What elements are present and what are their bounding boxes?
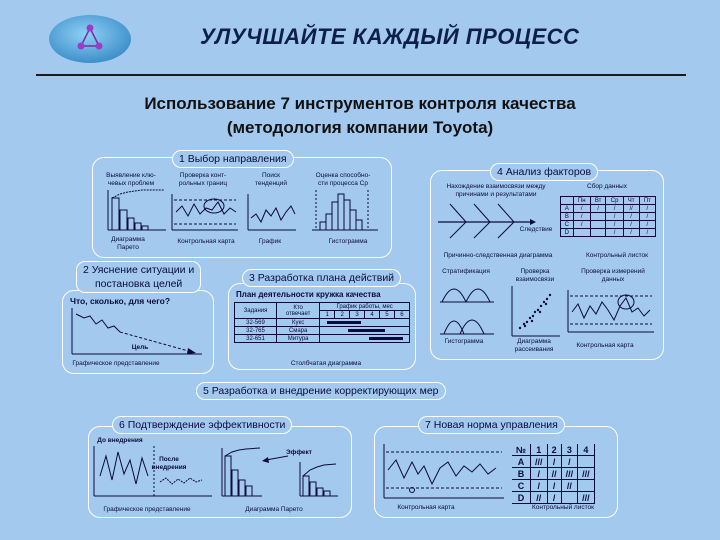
step1-cap1: Диаграмма Парето [111, 236, 145, 251]
title-divider [36, 74, 686, 76]
step4-scatter-plot [510, 286, 560, 338]
plan-month: 4 [365, 311, 380, 319]
step7-control-chart [384, 444, 504, 500]
check-header: Вт [590, 197, 606, 205]
plan-month: 3 [350, 311, 365, 319]
step6-after: После внедрения [151, 456, 187, 471]
step6-cap1: Графическое представление [103, 506, 191, 513]
step1-cap2: Контрольная карта [177, 238, 235, 245]
check-header: Пт [639, 197, 655, 205]
step4-fish-label: Нахождение взаимосвязи между причинами и результатами [446, 183, 546, 198]
step6-pareto-after [300, 462, 338, 498]
page-title: УЛУЧШАЙТЕ КАЖДЫЙ ПРОЦЕСС [200, 24, 580, 49]
table-row: 32-569 Кукс [235, 319, 410, 327]
subtitle-line-2: (методология компании Toyota) [226, 118, 494, 137]
check-header: Чт [623, 197, 639, 205]
table-row: D // / /// [512, 492, 594, 504]
step1-cap4: Гистограмма [328, 238, 368, 245]
step4-data-label: Сбор данных [587, 183, 627, 190]
check-row-label: A [561, 205, 574, 213]
step7-header: 1 [531, 444, 548, 456]
logo [48, 14, 132, 64]
step4-cap-scatter: Диаграмма рассеивания [514, 338, 554, 353]
step4-tag: 4 Анализ факторов [490, 163, 598, 181]
step6-comparison-chart [94, 446, 212, 498]
step1-pareto-chart [108, 190, 166, 232]
table-row: B / // /// /// [512, 468, 594, 480]
table-row: C / / // [512, 480, 594, 492]
step1-col1-label: Выявление клю- чевых проблем [106, 172, 156, 187]
step2-tag-line1: 2 Уяснение ситуации и [83, 264, 195, 276]
step2-goal: Цель [131, 344, 149, 351]
step2-tag-line2: постановка целей [94, 278, 183, 290]
step7-header: № [512, 444, 531, 456]
step4-fish-cap: Причинно-следственная диаграмма [443, 252, 553, 259]
table-row: 32-765 Смара [235, 327, 410, 335]
plan-col-who: Кто отвечает [277, 303, 320, 319]
check-header: Ср [606, 197, 623, 205]
page-subtitle [0, 92, 720, 140]
step4-effect-label: Следствие [519, 226, 553, 233]
step7-cap1: Контрольная карта [397, 504, 455, 511]
step7-check-table [512, 444, 595, 504]
step4-check-cap: Контрольный листок [586, 252, 648, 259]
step3-cap: Столбчатая диаграмма [290, 360, 362, 367]
plan-month: 5 [379, 311, 394, 319]
step2-cap: Графическое представление [72, 360, 160, 367]
step4-control-chart [568, 290, 654, 334]
step6-effect-arrow [262, 454, 288, 464]
step4-cap-ctrl: Контрольная карта [576, 342, 634, 349]
step4-check-table: Пн Вт Ср Чт Пт A / / / // / B / / / / C / / / / D / / / [560, 196, 656, 237]
step1-col2-label: Проверка конт- рольных границ [178, 172, 228, 187]
check-row-label: B [561, 213, 574, 221]
step1-histogram [312, 190, 378, 232]
step4-cap-hist: Гистограмма [444, 338, 484, 345]
gantt-bar [369, 337, 403, 340]
step1-control-chart [172, 194, 238, 232]
step6-before: До внедрения [97, 437, 143, 444]
plan-month: 2 [335, 311, 350, 319]
step2-tag [76, 261, 201, 293]
check-row-label: C [561, 221, 574, 229]
step1-cap3: График [258, 238, 282, 245]
step7-cap2: Контрольный листок [532, 504, 594, 511]
step1-tag: 1 Выбор направления [172, 150, 294, 168]
check-header: Пн [573, 197, 590, 205]
step6-tag: 6 Подтверждение эффективности [112, 416, 292, 434]
step4-scatter-label: Проверка взаимосвязи [515, 268, 555, 283]
plan-month: 1 [320, 311, 335, 319]
step6-effect: Эффект [286, 449, 312, 456]
step5-tag: 5 Разработка и внедрение корректирующих мер [196, 382, 446, 400]
step6-pareto-before [222, 448, 262, 498]
step7-header: 2 [547, 444, 561, 456]
step4-strat-histogram [440, 280, 496, 336]
step1-trend-graph [248, 194, 296, 232]
step6-cap2: Диаграмма Парето [245, 506, 303, 513]
step4-ctrl-label: Проверка измерений данных [581, 268, 645, 283]
step4-strat-label: Стратификация [442, 268, 490, 275]
step3-plan-title: План деятельности кружка качества [236, 290, 381, 299]
plan-col-sched: График работы, мес [320, 303, 410, 311]
plan-month: 6 [394, 311, 409, 319]
step3-tag: 3 Разработка плана действий [242, 269, 401, 287]
step7-header: 3 [561, 444, 578, 456]
subtitle-line-1: Использование 7 инструментов контроля качества [144, 94, 576, 113]
step7-header: 4 [578, 444, 595, 456]
step7-tag: 7 Новая норма управления [418, 416, 565, 434]
check-row-label: D [561, 229, 574, 237]
triangle-network-icon [48, 14, 132, 64]
plan-col-task: Задания [235, 303, 277, 319]
table-row: 32-651 Митура [235, 335, 410, 343]
step1-col3-label: Поиск тенденций [254, 172, 288, 187]
table-row: A /// / / [512, 456, 594, 468]
gantt-bar [327, 321, 361, 324]
check-corner [561, 197, 574, 205]
step1-col4-label: Оценка способно- сти процесса Cp [315, 172, 371, 187]
step2-question: Что, сколько, для чего? [70, 296, 171, 306]
step3-plan-table [234, 302, 410, 343]
gantt-bar [348, 329, 385, 332]
